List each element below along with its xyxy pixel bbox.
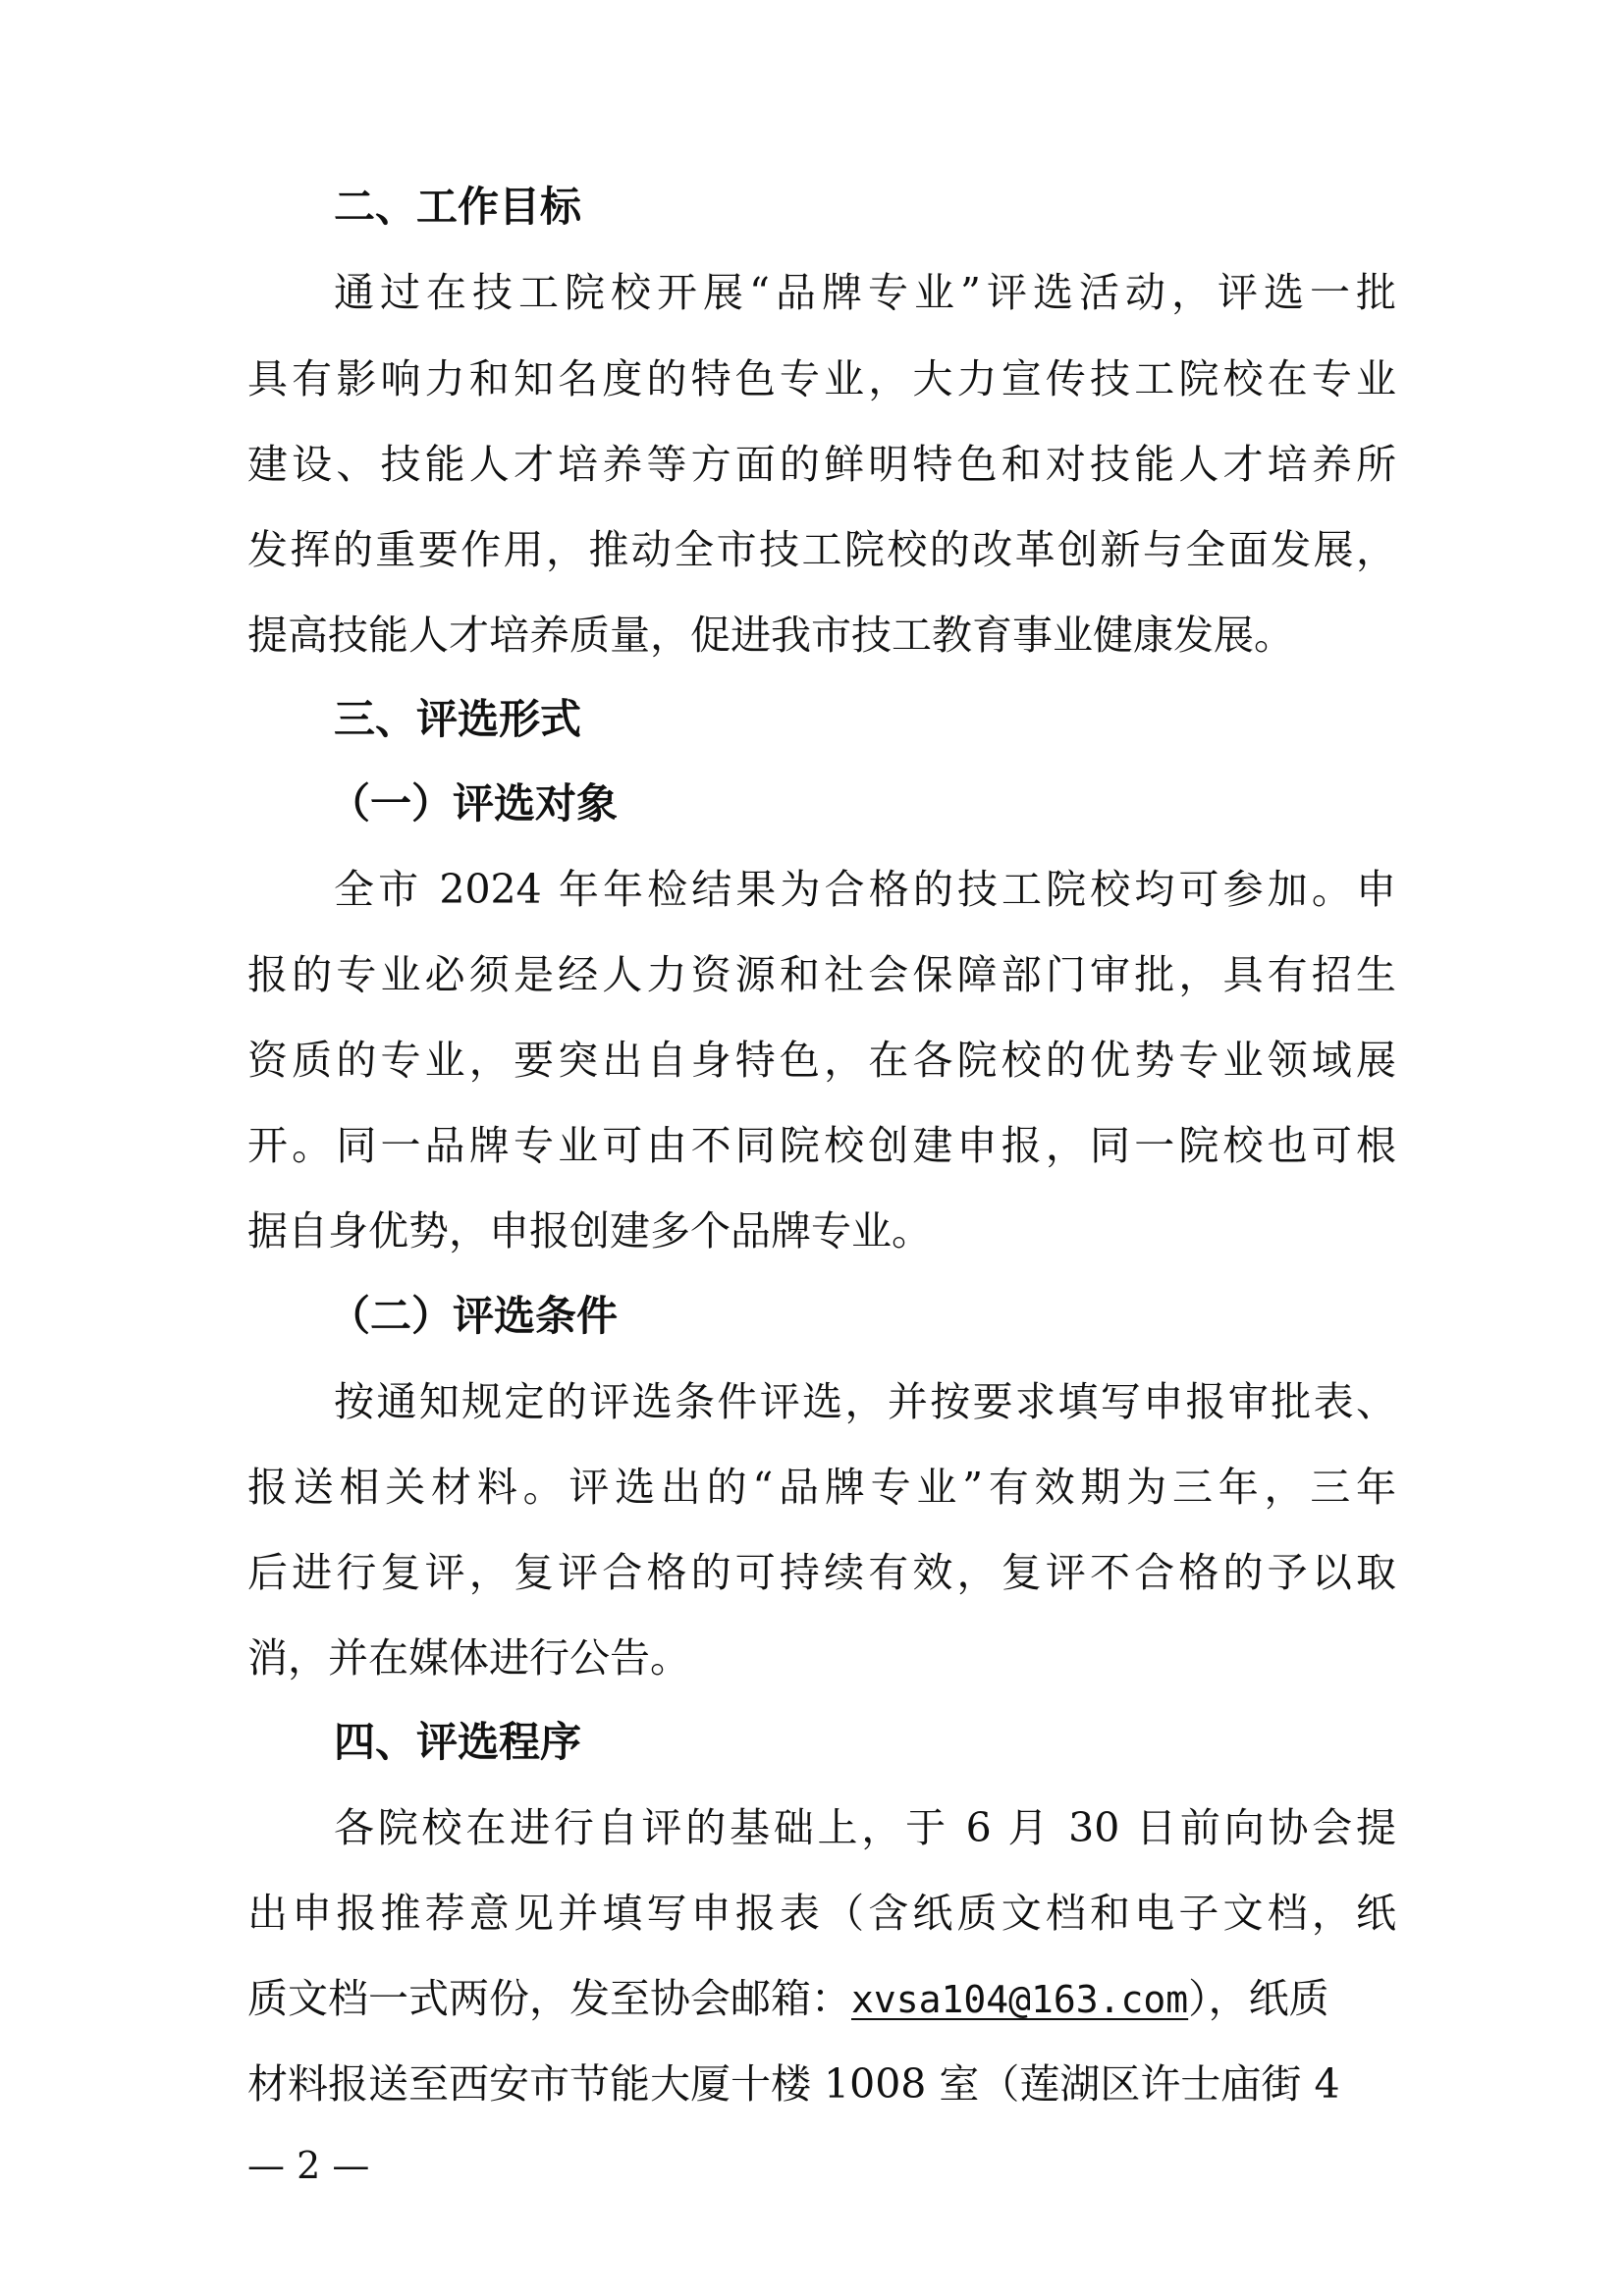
paragraph-line: 报的专业必须是经人力资源和社会保障部门审批，具有招生 — [247, 951, 1396, 998]
paragraph-line: 建设、技能人才培养等方面的鲜明特色和对技能人才培养所 — [247, 441, 1396, 488]
paragraph-line: 提高技能人才培养质量，促进我市技工教育事业健康发展。 — [247, 612, 1294, 659]
paragraph-line: 各院校在进行自评的基础上，于 6 月 30 日前向协会提 — [334, 1804, 1396, 1851]
section-heading-selection-procedure: 四、评选程序 — [334, 1718, 582, 1766]
section-heading-work-goals: 二、工作目标 — [334, 183, 582, 231]
paragraph-line: 具有影响力和知名度的特色专业，大力宣传技工院校在专业 — [247, 355, 1396, 402]
paragraph-line: 通过在技工院校开展“品牌专业”评选活动，评选一批 — [334, 269, 1396, 316]
paragraph-text: 质文档一式两份，发至协会邮箱： — [247, 1975, 851, 2022]
paragraph-line: 出申报推荐意见并填写申报表（含纸质文档和电子文档，纸 — [247, 1890, 1396, 1937]
paragraph-line: 开。同一品牌专业可由不同院校创建申报，同一院校也可根 — [247, 1122, 1396, 1169]
paragraph-line: 材料报送至西安市节能大厦十楼 1008 室（莲湖区许士庙街 4 — [247, 2060, 1340, 2108]
subheading-selection-conditions: （二）评选条件 — [329, 1292, 619, 1340]
paragraph-line: 发挥的重要作用，推动全市技工院校的改革创新与全面发展， — [247, 526, 1396, 573]
paragraph-line: 报送相关材料。评选出的“品牌专业”有效期为三年，三年 — [247, 1464, 1396, 1511]
email-link[interactable]: xvsa104@163.com — [851, 1978, 1189, 2021]
paragraph-text: ），纸质 — [1188, 1975, 1329, 2022]
paragraph-line: 后进行复评，复评合格的可持续有效，复评不合格的予以取 — [247, 1549, 1396, 1596]
section-heading-selection-form: 三、评选形式 — [334, 695, 582, 743]
paragraph-line: 消，并在媒体进行公告。 — [247, 1634, 690, 1682]
paragraph-line: 资质的专业，要突出自身特色，在各院校的优势专业领域展 — [247, 1037, 1396, 1084]
paragraph-line: 据自身优势，申报创建多个品牌专业。 — [247, 1207, 932, 1255]
subheading-selection-targets: （一）评选对象 — [329, 779, 619, 828]
paragraph-line-with-email — [247, 1969, 1396, 2028]
paragraph-line: 按通知规定的评选条件评选，并按要求填写申报审批表、 — [334, 1378, 1396, 1425]
paragraph-line: 全市 2024 年年检结果为合格的技工院校均可参加。申 — [334, 866, 1396, 913]
page-number: — 2 — — [247, 2144, 370, 2187]
